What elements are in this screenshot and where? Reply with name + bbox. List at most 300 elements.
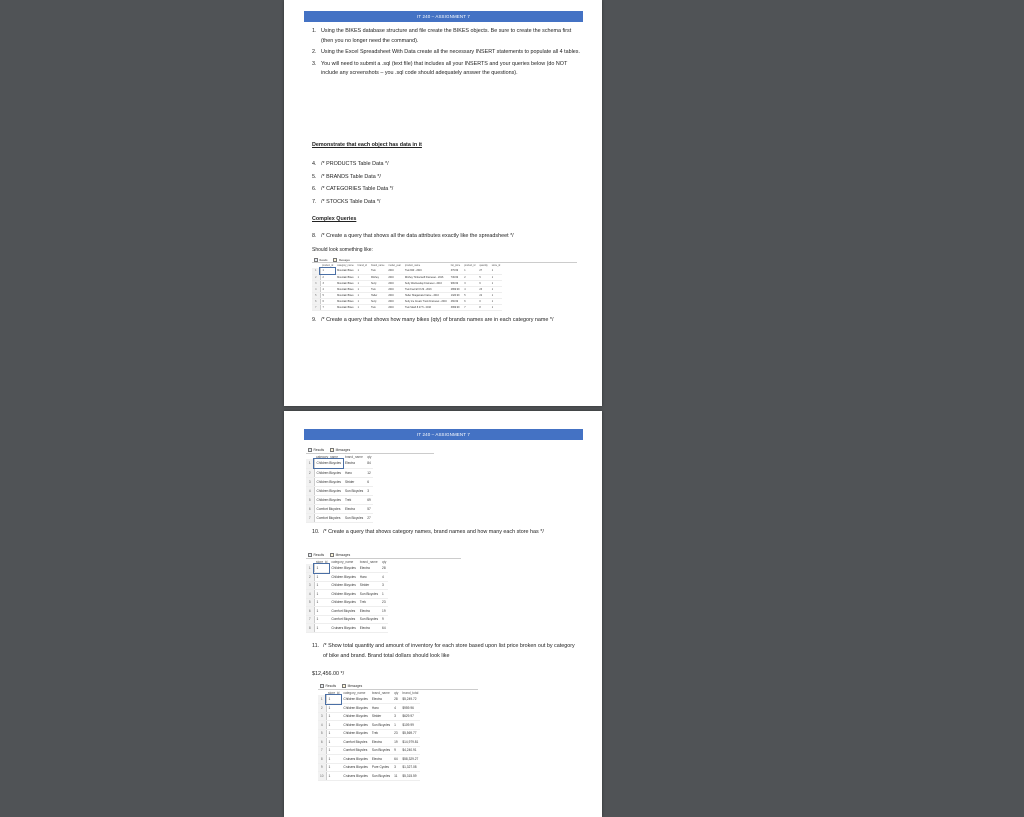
- table-cell: 7: [320, 304, 335, 310]
- table-cell: Cruisers Bicycles: [329, 624, 357, 633]
- table-cell: 1: [314, 581, 329, 590]
- table-row: [318, 763, 420, 772]
- table-cell: 6: [477, 280, 489, 286]
- question-item: [312, 642, 580, 661]
- table-cell: Trek Slash 8 27.5 - 2016: [403, 304, 449, 310]
- table-cell: 1: [356, 292, 369, 298]
- item-number: 5.: [312, 173, 317, 180]
- table-row: [306, 468, 373, 477]
- tab-label: Results: [313, 553, 325, 557]
- row-number: 8: [306, 624, 314, 633]
- table-row: [318, 755, 420, 764]
- row-number: 1: [318, 695, 326, 704]
- column-header: product_name: [404, 264, 421, 267]
- table-cell: 57: [365, 504, 373, 513]
- table-cell: Comfort Bicycles: [329, 615, 357, 624]
- table-row: [318, 721, 420, 730]
- task-text: Using the BIKES database structure and file create the BIKES objects. Be sure to create the schema first (then you no longer need the command).: [321, 28, 572, 44]
- row-number: 7: [306, 615, 314, 624]
- table-cell: 27: [365, 513, 373, 522]
- table-header-row: [306, 559, 388, 564]
- table-cell: 22: [477, 292, 489, 298]
- results-tab: [320, 684, 336, 688]
- table-cell: Electra: [358, 607, 380, 616]
- column-header: brand_name: [371, 690, 390, 695]
- result-tabs: [306, 447, 434, 454]
- table-cell: 5: [477, 274, 489, 280]
- table-cell: Haro: [370, 704, 392, 713]
- table-cell: Cruisers Bicycles: [341, 772, 369, 781]
- column-header: list_price: [450, 264, 461, 267]
- tab-label: Messages: [347, 684, 363, 688]
- section-heading-complex: Complex Queries: [312, 216, 357, 222]
- table-cell: Children Bicycles: [314, 459, 343, 468]
- table-cell: 1: [356, 286, 369, 292]
- table-cell: 1: [326, 772, 341, 781]
- table-cell: 2: [320, 274, 335, 280]
- messages-tab: [330, 553, 350, 557]
- table-cell: 1: [490, 280, 503, 286]
- table-cell: 1: [326, 712, 341, 721]
- table-cell: 1: [320, 268, 335, 274]
- item-text: /* Show total quantity and amount of inventory for each store based upon list price broken out by category of bike and brand. Brand total dollars should look like: [323, 643, 575, 659]
- table-cell: 1: [314, 573, 329, 582]
- demo-item: [312, 196, 580, 209]
- task-number: 1.: [312, 28, 317, 34]
- table-cell: 2016: [386, 304, 403, 310]
- table-cell: Children Bicycles: [314, 468, 343, 477]
- table-cell: 1: [326, 755, 341, 764]
- task-number: 3.: [312, 60, 317, 67]
- table-cell: Electra: [343, 504, 365, 513]
- tab-label: Messages: [338, 258, 350, 262]
- document-page-1: [284, 0, 602, 406]
- table-cell: 4: [392, 704, 400, 713]
- table-cell: Comfort Bicycles: [329, 607, 357, 616]
- item-number: 4.: [312, 161, 317, 167]
- task-text: Using the Excel Spreadsheet With Data create all the necessary INSERT statements to populate all 4 tables.: [321, 49, 580, 55]
- table-cell: 3: [380, 581, 388, 590]
- table-cell: Sun Bicycles: [358, 615, 380, 624]
- column-header: brand_id: [357, 264, 367, 267]
- item-number: 8.: [312, 233, 317, 239]
- table-cell: 4: [320, 286, 335, 292]
- table-cell: $959.96: [400, 704, 420, 713]
- column-header: brand_name: [359, 559, 378, 564]
- table-cell: 1: [326, 704, 341, 713]
- table-cell: Sun Bicycles: [343, 513, 365, 522]
- task-item: [312, 60, 580, 79]
- table-cell: 1: [462, 268, 477, 274]
- table-cell: Trek Fuel EX 8 29 - 2016: [403, 286, 449, 292]
- table-cell: 64: [392, 755, 400, 764]
- item-number: 9.: [312, 317, 317, 323]
- table-row: [306, 477, 373, 486]
- row-number: 5: [318, 729, 326, 738]
- q11-value: $12,456.00 */: [312, 671, 345, 677]
- table-cell: 6: [462, 298, 477, 304]
- table-cell: Children Bicycles: [341, 695, 369, 704]
- question-item: [312, 528, 580, 538]
- row-number: 2: [306, 468, 314, 477]
- table-cell: Electra: [370, 738, 392, 747]
- table-cell: 1: [490, 298, 503, 304]
- table-cell: Haro: [343, 468, 365, 477]
- table-cell: 3: [320, 280, 335, 286]
- item-text: /* Create a query that shows how many bikes (qty) of brands names are in each category name */: [321, 317, 554, 323]
- result-table: [306, 559, 388, 633]
- table-cell: Comfort Bicycles: [341, 746, 369, 755]
- table-cell: Trek 820 - 2016: [403, 268, 449, 274]
- table-cell: 1: [314, 598, 329, 607]
- results-tab: [308, 448, 324, 452]
- result-tabs: [318, 683, 478, 690]
- question-item: [312, 316, 580, 326]
- table-row: [318, 704, 420, 713]
- item-number: 10.: [312, 529, 320, 535]
- table-cell: Mountain Bikes: [335, 286, 355, 292]
- table-cell: 1320.99: [449, 292, 462, 298]
- column-header: qty: [382, 559, 387, 564]
- messages-tab: [333, 258, 349, 262]
- table-cell: Children Bicycles: [341, 712, 369, 721]
- column-header: brand_name: [370, 264, 385, 267]
- table-cell: 1: [490, 304, 503, 310]
- table-row: [306, 504, 373, 513]
- table-cell: Children Bicycles: [329, 598, 357, 607]
- table-cell: 1: [326, 763, 341, 772]
- result-tabs: [306, 552, 461, 559]
- table-cell: 3: [392, 763, 400, 772]
- table-cell: 1: [490, 274, 503, 280]
- column-header: brand_total: [402, 690, 419, 695]
- table-cell: 12: [365, 468, 373, 477]
- table-cell: Children Bicycles: [341, 704, 369, 713]
- task-list: [312, 27, 580, 79]
- table-row: [306, 590, 388, 599]
- table-cell: 379.99: [449, 268, 462, 274]
- q11-item: [312, 642, 580, 661]
- table-cell: 1: [356, 298, 369, 304]
- table-cell: 11: [392, 772, 400, 781]
- row-number: 6: [312, 298, 320, 304]
- message-icon: [342, 684, 346, 688]
- table-cell: Mountain Bikes: [335, 274, 355, 280]
- result-screenshot-q9: [306, 447, 434, 532]
- demo-item: [312, 158, 580, 171]
- table-cell: 6: [365, 477, 373, 486]
- table-row: [306, 495, 373, 504]
- column-header: store_id: [328, 690, 340, 695]
- table-cell: Electra: [358, 624, 380, 633]
- table-cell: Trek: [343, 495, 365, 504]
- result-screenshot-q10: [306, 552, 461, 640]
- page-header: IT 240 – ASSIGNMENT 7: [304, 429, 583, 440]
- table-cell: 2: [462, 274, 477, 280]
- table-cell: Surly: [369, 298, 386, 304]
- table-row: [318, 746, 420, 755]
- row-number: 2: [318, 704, 326, 713]
- item-text: /* BRANDS Table Data */: [321, 173, 381, 180]
- table-cell: Children Bicycles: [341, 729, 369, 738]
- result-screenshot-q8: [312, 258, 577, 312]
- table-cell: 1: [326, 746, 341, 755]
- section-heading-demo: Demonstrate that each object has data in it: [312, 142, 422, 148]
- table-row: [306, 459, 373, 468]
- column-header: qty: [394, 690, 399, 695]
- table-cell: 27: [477, 268, 489, 274]
- table-cell: $5,315.59: [400, 772, 420, 781]
- tab-label: Results: [319, 258, 328, 262]
- column-header: product_id: [464, 264, 476, 267]
- table-cell: Trek: [369, 304, 386, 310]
- table-cell: 4: [380, 573, 388, 582]
- task-item: [312, 27, 580, 46]
- grid-icon: [308, 448, 312, 452]
- table-row: [306, 598, 388, 607]
- table-cell: 84: [365, 459, 373, 468]
- row-number: 7: [318, 746, 326, 755]
- table-cell: Children Bicycles: [314, 486, 343, 495]
- column-header: category_name: [337, 264, 354, 267]
- table-cell: $58,329.27: [400, 755, 420, 764]
- demo-item: [312, 183, 580, 196]
- table-cell: 23: [392, 729, 400, 738]
- table-cell: 19: [380, 607, 388, 616]
- table-cell: 1: [326, 738, 341, 747]
- table-cell: 7: [462, 304, 477, 310]
- table-cell: Ritchey: [369, 274, 386, 280]
- document-page-2: [284, 411, 602, 817]
- column-header: quantity: [479, 264, 488, 267]
- table-cell: Ritchey Timberwolf Frameset - 2016: [403, 274, 449, 280]
- table-cell: 64: [380, 624, 388, 633]
- table-cell: Electra: [370, 755, 392, 764]
- row-number: 7: [312, 304, 320, 310]
- table-row: [306, 624, 388, 633]
- table-cell: 1: [356, 280, 369, 286]
- column-header: qty: [367, 454, 372, 459]
- table-cell: Mountain Bikes: [335, 280, 355, 286]
- row-number: 10: [318, 772, 326, 781]
- table-cell: $4,240.91: [400, 746, 420, 755]
- table-cell: 4: [462, 286, 477, 292]
- table-cell: 2016: [386, 298, 403, 304]
- row-number: 5: [306, 598, 314, 607]
- table-cell: Sun Bicycles: [370, 746, 392, 755]
- table-cell: 2016: [386, 268, 403, 274]
- table-cell: Trek: [369, 268, 386, 274]
- row-number: 5: [306, 495, 314, 504]
- table-cell: 1: [314, 615, 329, 624]
- table-cell: 9: [392, 746, 400, 755]
- messages-tab: [330, 448, 350, 452]
- column-header: product_id: [322, 264, 334, 267]
- table-cell: 3: [392, 712, 400, 721]
- table-cell: 1: [490, 292, 503, 298]
- table-row: [306, 486, 373, 495]
- table-row: [306, 564, 388, 573]
- row-number: 4: [312, 286, 320, 292]
- table-cell: 1: [314, 624, 329, 633]
- table-row: [312, 304, 502, 310]
- task-item: [312, 48, 580, 58]
- table-cell: $629.97: [400, 712, 420, 721]
- table-cell: Sun Bicycles: [370, 721, 392, 730]
- table-cell: 1: [392, 721, 400, 730]
- table-cell: Comfort Bicycles: [314, 513, 343, 522]
- table-cell: Surly Wednesday Frameset - 2016: [403, 280, 449, 286]
- table-cell: Strider: [370, 712, 392, 721]
- table-cell: 1: [356, 274, 369, 280]
- table-cell: 3: [365, 486, 373, 495]
- table-cell: Heller Shagamaw Frame - 2016: [403, 292, 449, 298]
- table-cell: Pure Cycles: [370, 763, 392, 772]
- table-cell: 5: [462, 292, 477, 298]
- table-cell: 1: [380, 590, 388, 599]
- result-table: [318, 690, 420, 781]
- table-row: [306, 513, 373, 522]
- tab-label: Results: [325, 684, 337, 688]
- message-icon: [330, 448, 334, 452]
- row-number: 4: [318, 721, 326, 730]
- row-number: 9: [318, 763, 326, 772]
- table-cell: Strider: [358, 581, 380, 590]
- table-cell: Children Bicycles: [314, 495, 343, 504]
- table-cell: 1: [314, 607, 329, 616]
- table-cell: 1: [490, 268, 503, 274]
- table-cell: 1: [326, 729, 341, 738]
- page-header: IT 240 – ASSIGNMENT 7: [304, 11, 583, 22]
- item-number: 6.: [312, 186, 317, 192]
- row-number: 3: [312, 280, 320, 286]
- table-cell: 9: [380, 615, 388, 624]
- q8-subtext: Should look something like:: [312, 247, 373, 253]
- column-header: store_id: [316, 559, 328, 564]
- table-cell: Sun Bicycles: [358, 590, 380, 599]
- item-text: /* Create a query that shows category names, brand names and how many each store has */: [323, 529, 544, 535]
- row-number: 3: [318, 712, 326, 721]
- table-cell: $109.99: [400, 721, 420, 730]
- table-cell: 749.99: [449, 274, 462, 280]
- demo-item: [312, 171, 580, 184]
- row-number: 5: [312, 292, 320, 298]
- table-cell: 469.99: [449, 298, 462, 304]
- table-cell: Mountain Bikes: [335, 304, 355, 310]
- tab-label: Results: [313, 448, 325, 452]
- column-header: category_name: [331, 559, 354, 564]
- table-cell: Strider: [343, 477, 365, 486]
- table-cell: Children Bicycles: [329, 573, 357, 582]
- table-cell: $5,569.77: [400, 729, 420, 738]
- column-header: brand_name: [344, 454, 363, 459]
- table-row: [306, 607, 388, 616]
- table-row: [318, 729, 420, 738]
- message-icon: [333, 258, 337, 262]
- result-screenshot-q11: [318, 683, 478, 783]
- table-cell: 23: [477, 286, 489, 292]
- row-number: 6: [306, 607, 314, 616]
- result-table: [312, 263, 502, 311]
- row-number: 2: [312, 274, 320, 280]
- table-cell: 3999.99: [449, 304, 462, 310]
- table-cell: 2016: [386, 274, 403, 280]
- message-icon: [330, 553, 334, 557]
- table-cell: 1: [356, 304, 369, 310]
- table-cell: 23: [380, 598, 388, 607]
- table-cell: 1: [326, 721, 341, 730]
- task-number: 2.: [312, 49, 317, 55]
- item-text: /* Create a query that shows all the data attributes exactly like the spreadsheet */: [321, 233, 514, 239]
- table-cell: 2899.99: [449, 286, 462, 292]
- table-cell: $5,249.72: [400, 695, 420, 704]
- q9-item: [312, 316, 580, 326]
- table-row: [318, 712, 420, 721]
- table-cell: 8: [477, 304, 489, 310]
- table-cell: Cruisers Bicycles: [341, 763, 369, 772]
- row-number: 4: [306, 486, 314, 495]
- grid-icon: [320, 684, 324, 688]
- question-item: [312, 232, 580, 242]
- tab-label: Messages: [335, 448, 351, 452]
- table-cell: Comfort Bicycles: [314, 504, 343, 513]
- row-number: 3: [306, 477, 314, 486]
- messages-tab: [342, 684, 362, 688]
- table-cell: Sun Bicycles: [343, 486, 365, 495]
- table-cell: Children Bicycles: [329, 564, 357, 573]
- row-number: 1: [312, 268, 320, 274]
- table-cell: Children Bicycles: [314, 477, 343, 486]
- row-number: 6: [318, 738, 326, 747]
- column-header: category_name: [316, 454, 338, 459]
- row-number: 2: [306, 573, 314, 582]
- table-cell: Trek: [358, 598, 380, 607]
- table-cell: 19: [392, 738, 400, 747]
- table-cell: Mountain Bikes: [335, 292, 355, 298]
- table-cell: Surly Ice Cream Truck Frameset - 2016: [404, 299, 447, 303]
- item-text: /* PRODUCTS Table Data */: [321, 161, 389, 167]
- table-cell: 1: [326, 695, 341, 704]
- table-cell: $1,327.08: [400, 763, 420, 772]
- task-text: You will need to submit a .sql (text file) that includes all your INSERTS and your queries below (do NOT include any screenshots – you .sql code should adequately answer the questions).: [321, 60, 568, 76]
- row-number: 7: [306, 513, 314, 522]
- table-cell: 1: [314, 564, 329, 573]
- table-cell: 5: [320, 292, 335, 298]
- column-header: category_name: [343, 690, 366, 695]
- grid-icon: [308, 553, 312, 557]
- grid-icon: [314, 258, 318, 262]
- tab-label: Messages: [335, 553, 351, 557]
- result-table: [306, 454, 373, 523]
- table-row: [306, 581, 388, 590]
- table-cell: Electra: [358, 564, 380, 573]
- table-cell: 6: [320, 298, 335, 304]
- table-cell: Surly: [369, 280, 386, 286]
- item-number: 11.: [312, 643, 320, 649]
- table-cell: Trek: [370, 729, 392, 738]
- results-tab: [314, 258, 327, 262]
- row-number: 3: [306, 581, 314, 590]
- table-cell: Children Bicycles: [329, 581, 357, 590]
- results-tab: [308, 553, 324, 557]
- column-header: store_id: [491, 264, 501, 267]
- table-cell: Trek: [369, 286, 386, 292]
- demo-list: [312, 158, 580, 208]
- table-cell: 28: [380, 564, 388, 573]
- table-cell: 999.99: [449, 280, 462, 286]
- table-cell: Haro: [358, 573, 380, 582]
- table-cell: Sun Bicycles: [370, 772, 392, 781]
